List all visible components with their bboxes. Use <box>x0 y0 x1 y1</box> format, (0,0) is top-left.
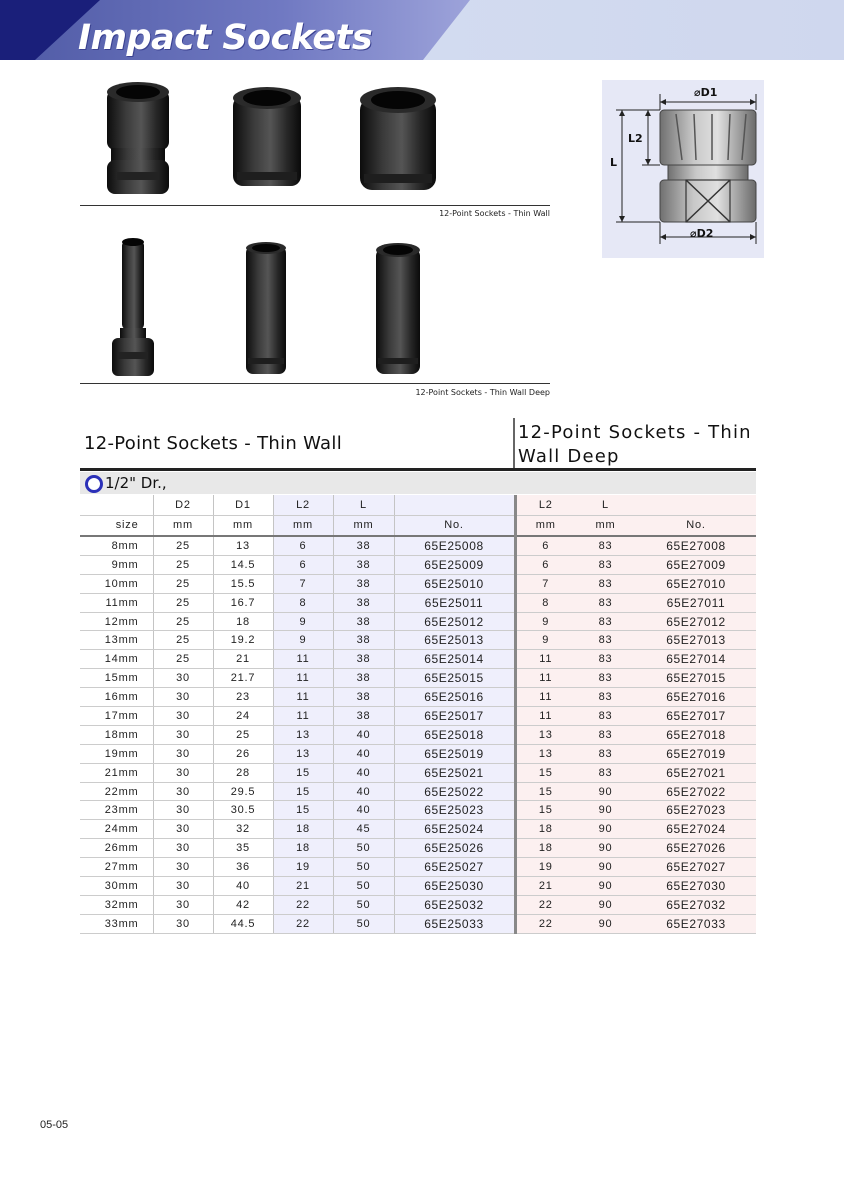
table-cell: 40 <box>333 744 394 763</box>
table-cell: 10mm <box>80 574 153 593</box>
table-cell <box>80 495 153 515</box>
table-cell: 36 <box>213 858 273 877</box>
table-cell: 30 <box>153 782 213 801</box>
table-cell: 27mm <box>80 858 153 877</box>
table-cell: 65E27018 <box>636 725 756 744</box>
table-cell: 65E25030 <box>394 877 515 896</box>
table-cell: 30 <box>153 877 213 896</box>
table-cell: 29.5 <box>213 782 273 801</box>
table-cell: 38 <box>333 707 394 726</box>
table-cell: 25 <box>153 593 213 612</box>
table-cell: 83 <box>575 593 636 612</box>
table-cell: 15 <box>273 763 333 782</box>
table-cell: mm <box>515 515 575 536</box>
table-cell: 28 <box>213 763 273 782</box>
page-number: 05-05 <box>40 1119 69 1131</box>
socket-photo-medium <box>231 84 303 192</box>
table-header-row <box>80 495 756 515</box>
table-cell: 7 <box>273 574 333 593</box>
table-cell: 90 <box>575 782 636 801</box>
table-cell: 42 <box>213 895 273 914</box>
table-cell: 65E27032 <box>636 895 756 914</box>
table-cell: 38 <box>333 650 394 669</box>
table-cell: 65E27009 <box>636 555 756 574</box>
spec-table <box>80 495 756 934</box>
table-row <box>80 650 756 669</box>
table-cell: 90 <box>575 839 636 858</box>
table-cell: 21 <box>515 877 575 896</box>
table-cell: 65E25015 <box>394 669 515 688</box>
table-cell: size <box>80 515 153 536</box>
table-row <box>80 725 756 744</box>
table-cell: 65E27016 <box>636 688 756 707</box>
table-cell: 65E25010 <box>394 574 515 593</box>
table-cell: 38 <box>333 631 394 650</box>
table-cell: 21.7 <box>213 669 273 688</box>
deep-socket-photo-small <box>108 236 158 378</box>
table-cell: 14mm <box>80 650 153 669</box>
table-cell: 38 <box>333 688 394 707</box>
table-cell: 11 <box>273 707 333 726</box>
table-cell: 22 <box>273 895 333 914</box>
table-cell: 30 <box>153 914 213 933</box>
table-cell: No. <box>394 515 515 536</box>
table-cell: 11 <box>515 688 575 707</box>
table-cell: 65E27010 <box>636 574 756 593</box>
table-cell: 11 <box>515 650 575 669</box>
table-cell: No. <box>636 515 756 536</box>
table-cell: 83 <box>575 744 636 763</box>
table-cell: 15.5 <box>213 574 273 593</box>
table-cell: D2 <box>153 495 213 515</box>
table-cell: 9 <box>273 612 333 631</box>
table-cell: D1 <box>213 495 273 515</box>
table-cell <box>636 495 756 515</box>
table-cell: 15 <box>273 782 333 801</box>
table-cell: 65E25014 <box>394 650 515 669</box>
table-row <box>80 782 756 801</box>
table-row <box>80 877 756 896</box>
table-cell: 65E25013 <box>394 631 515 650</box>
caption-thin-wall-deep: 12-Point Sockets - Thin Wall Deep <box>415 388 550 397</box>
table-heading-thin-wall-deep: 12-Point Sockets - Thin Wall Deep <box>518 422 752 467</box>
table-cell: 65E27026 <box>636 839 756 858</box>
table-row <box>80 914 756 933</box>
table-cell: 65E27017 <box>636 707 756 726</box>
table-cell: 83 <box>575 725 636 744</box>
table-cell: 30 <box>153 895 213 914</box>
table-cell: 17mm <box>80 707 153 726</box>
table-cell: L <box>575 495 636 515</box>
table-row <box>80 612 756 631</box>
table-row <box>80 839 756 858</box>
table-cell: 11 <box>273 688 333 707</box>
table-cell: 30 <box>153 669 213 688</box>
socket-photo-small <box>103 80 173 198</box>
table-cell: 24mm <box>80 820 153 839</box>
table-cell: mm <box>273 515 333 536</box>
table-cell: 30 <box>153 858 213 877</box>
table-cell: 45 <box>333 820 394 839</box>
deep-socket-photo-medium <box>242 240 290 378</box>
table-cell: 16mm <box>80 688 153 707</box>
table-cell: 16.7 <box>213 593 273 612</box>
table-heading-thin-wall: 12-Point Sockets - Thin Wall <box>84 433 342 454</box>
table-cell: 8mm <box>80 536 153 555</box>
table-cell: 9mm <box>80 555 153 574</box>
table-cell: 38 <box>333 555 394 574</box>
table-cell: 38 <box>333 612 394 631</box>
table-cell: 65E27013 <box>636 631 756 650</box>
table-cell: 65E27023 <box>636 801 756 820</box>
dimension-diagram <box>602 80 764 258</box>
table-cell: 25 <box>213 725 273 744</box>
photo-divider-bottom <box>80 383 550 384</box>
table-cell: 30 <box>153 839 213 858</box>
table-cell: mm <box>213 515 273 536</box>
table-cell: 65E25023 <box>394 801 515 820</box>
table-cell: 30 <box>153 725 213 744</box>
table-cell: 22mm <box>80 782 153 801</box>
table-cell: 11mm <box>80 593 153 612</box>
table-row <box>80 895 756 914</box>
table-cell: mm <box>153 515 213 536</box>
table-cell: 90 <box>575 914 636 933</box>
drive-size-label: 1/2" Dr., <box>105 474 167 492</box>
table-cell: 65E27008 <box>636 536 756 555</box>
table-row <box>80 574 756 593</box>
table-cell: 8 <box>515 593 575 612</box>
table-cell: 40 <box>213 877 273 896</box>
table-cell: 44.5 <box>213 914 273 933</box>
table-cell: 15 <box>515 763 575 782</box>
table-cell: L <box>333 495 394 515</box>
table-row <box>80 801 756 820</box>
table-cell: 25 <box>153 650 213 669</box>
table-cell: 8 <box>273 593 333 612</box>
table-cell: 65E27019 <box>636 744 756 763</box>
table-cell: 30mm <box>80 877 153 896</box>
label-d1: ⌀D1 <box>694 86 718 99</box>
table-cell: 22 <box>515 914 575 933</box>
table-cell: 50 <box>333 877 394 896</box>
table-cell: 19mm <box>80 744 153 763</box>
table-cell: 50 <box>333 839 394 858</box>
table-cell: 90 <box>575 820 636 839</box>
table-cell: 21mm <box>80 763 153 782</box>
table-cell: 30 <box>153 744 213 763</box>
table-cell: 83 <box>575 763 636 782</box>
table-cell: 18 <box>515 839 575 858</box>
table-row <box>80 631 756 650</box>
table-cell: 65E25011 <box>394 593 515 612</box>
socket-photo-large <box>358 84 438 196</box>
table-cell: 25 <box>153 574 213 593</box>
table-cell: 18 <box>273 820 333 839</box>
table-cell: 65E25021 <box>394 763 515 782</box>
table-cell: 19 <box>515 858 575 877</box>
table-cell: 65E25009 <box>394 555 515 574</box>
table-cell: 83 <box>575 574 636 593</box>
table-cell: L2 <box>273 495 333 515</box>
caption-thin-wall: 12-Point Sockets - Thin Wall <box>439 209 550 218</box>
table-cell: 18 <box>515 820 575 839</box>
table-cell: 65E25022 <box>394 782 515 801</box>
table-cell: 24 <box>213 707 273 726</box>
table-cell: 65E27027 <box>636 858 756 877</box>
table-cell: 25 <box>153 555 213 574</box>
table-cell: 83 <box>575 612 636 631</box>
table-row <box>80 536 756 555</box>
table-cell: 83 <box>575 536 636 555</box>
table-cell: 50 <box>333 858 394 877</box>
table-cell: 50 <box>333 895 394 914</box>
table-cell: 65E25026 <box>394 839 515 858</box>
table-cell: 30 <box>153 763 213 782</box>
table-cell: 9 <box>273 631 333 650</box>
table-cell: 50 <box>333 914 394 933</box>
heading-separator <box>513 418 515 468</box>
table-cell: 83 <box>575 688 636 707</box>
table-cell: 65E27011 <box>636 593 756 612</box>
deep-socket-photo-large <box>373 240 423 378</box>
table-cell: 21 <box>213 650 273 669</box>
table-cell: 13 <box>273 744 333 763</box>
dimension-drawing <box>602 80 764 258</box>
table-cell: 15 <box>515 801 575 820</box>
table-cell: 65E25018 <box>394 725 515 744</box>
photo-divider-top <box>80 205 550 206</box>
table-cell: 11 <box>273 669 333 688</box>
table-cell: 90 <box>575 877 636 896</box>
table-cell: 90 <box>575 801 636 820</box>
page-title: Impact Sockets <box>78 18 373 58</box>
table-cell: 12mm <box>80 612 153 631</box>
table-row <box>80 820 756 839</box>
table-cell: 65E27024 <box>636 820 756 839</box>
table-cell: 83 <box>575 631 636 650</box>
table-cell: 18mm <box>80 725 153 744</box>
table-cell: 65E27021 <box>636 763 756 782</box>
table-cell: 13 <box>273 725 333 744</box>
table-cell: 22 <box>515 895 575 914</box>
table-cell: 65E25016 <box>394 688 515 707</box>
table-cell: 30 <box>153 688 213 707</box>
table-cell: 40 <box>333 763 394 782</box>
table-cell: L2 <box>515 495 575 515</box>
table-cell: 65E27030 <box>636 877 756 896</box>
table-cell: 26mm <box>80 839 153 858</box>
table-row <box>80 593 756 612</box>
table-cell: 6 <box>273 536 333 555</box>
table-cell: 18 <box>213 612 273 631</box>
table-cell: 35 <box>213 839 273 858</box>
label-d2: ⌀D2 <box>690 227 714 240</box>
table-cell: 15 <box>273 801 333 820</box>
table-cell: 65E27012 <box>636 612 756 631</box>
table-cell: 65E25027 <box>394 858 515 877</box>
table-cell: 14.5 <box>213 555 273 574</box>
table-cell: 65E27015 <box>636 669 756 688</box>
table-cell: 65E27022 <box>636 782 756 801</box>
table-cell: 23mm <box>80 801 153 820</box>
table-cell: 13 <box>515 725 575 744</box>
table-cell: mm <box>333 515 394 536</box>
table-cell: 11 <box>515 669 575 688</box>
header-banner <box>0 0 844 60</box>
table-cell: 40 <box>333 725 394 744</box>
table-cell: 83 <box>575 555 636 574</box>
table-cell: 38 <box>333 593 394 612</box>
table-cell: 38 <box>333 536 394 555</box>
table-row <box>80 707 756 726</box>
table-cell: 25 <box>153 612 213 631</box>
table-row <box>80 669 756 688</box>
bullet-circle-icon <box>85 475 103 493</box>
table-cell: 25 <box>153 536 213 555</box>
table-cell: 6 <box>515 555 575 574</box>
table-cell: 83 <box>575 669 636 688</box>
table-cell: 65E27014 <box>636 650 756 669</box>
table-row <box>80 744 756 763</box>
table-cell: 65E25012 <box>394 612 515 631</box>
table-cell: 7 <box>515 574 575 593</box>
table-cell: 26 <box>213 744 273 763</box>
table-cell: 13mm <box>80 631 153 650</box>
table-cell: 65E25017 <box>394 707 515 726</box>
table-cell: 19.2 <box>213 631 273 650</box>
table-cell: 65E25032 <box>394 895 515 914</box>
table-cell: 38 <box>333 574 394 593</box>
table-cell: 9 <box>515 631 575 650</box>
table-cell: 65E27033 <box>636 914 756 933</box>
table-row <box>80 555 756 574</box>
table-cell: 15 <box>515 782 575 801</box>
table-cell <box>394 495 515 515</box>
table-cell: 9 <box>515 612 575 631</box>
table-cell: 33mm <box>80 914 153 933</box>
label-l: L <box>610 156 618 169</box>
heading-rule <box>80 468 756 471</box>
table-cell: 65E25008 <box>394 536 515 555</box>
table-cell: 83 <box>575 650 636 669</box>
table-cell: 83 <box>575 707 636 726</box>
table-cell: 32 <box>213 820 273 839</box>
table-row <box>80 858 756 877</box>
table-header-row-units <box>80 515 756 536</box>
table-cell: 22 <box>273 914 333 933</box>
table-cell: 90 <box>575 858 636 877</box>
table-cell: 21 <box>273 877 333 896</box>
table-cell: 30 <box>153 707 213 726</box>
table-cell: 23 <box>213 688 273 707</box>
table-cell: 11 <box>515 707 575 726</box>
table-cell: 25 <box>153 631 213 650</box>
table-cell: 40 <box>333 782 394 801</box>
table-cell: 6 <box>273 555 333 574</box>
table-row <box>80 763 756 782</box>
table-cell: 13 <box>213 536 273 555</box>
table-cell: 38 <box>333 669 394 688</box>
table-cell: 65E25019 <box>394 744 515 763</box>
table-cell: 30.5 <box>213 801 273 820</box>
table-cell: 65E25033 <box>394 914 515 933</box>
label-l2: L2 <box>628 132 643 145</box>
table-cell: 65E25024 <box>394 820 515 839</box>
table-cell: 19 <box>273 858 333 877</box>
table-cell: 90 <box>575 895 636 914</box>
table-cell: 18 <box>273 839 333 858</box>
table-cell: 40 <box>333 801 394 820</box>
table-cell: 6 <box>515 536 575 555</box>
table-cell: 30 <box>153 820 213 839</box>
table-row <box>80 688 756 707</box>
table-cell: mm <box>575 515 636 536</box>
table-cell: 32mm <box>80 895 153 914</box>
table-cell: 15mm <box>80 669 153 688</box>
table-cell: 30 <box>153 801 213 820</box>
table-cell: 11 <box>273 650 333 669</box>
table-cell: 13 <box>515 744 575 763</box>
drive-size-bar <box>80 472 756 494</box>
